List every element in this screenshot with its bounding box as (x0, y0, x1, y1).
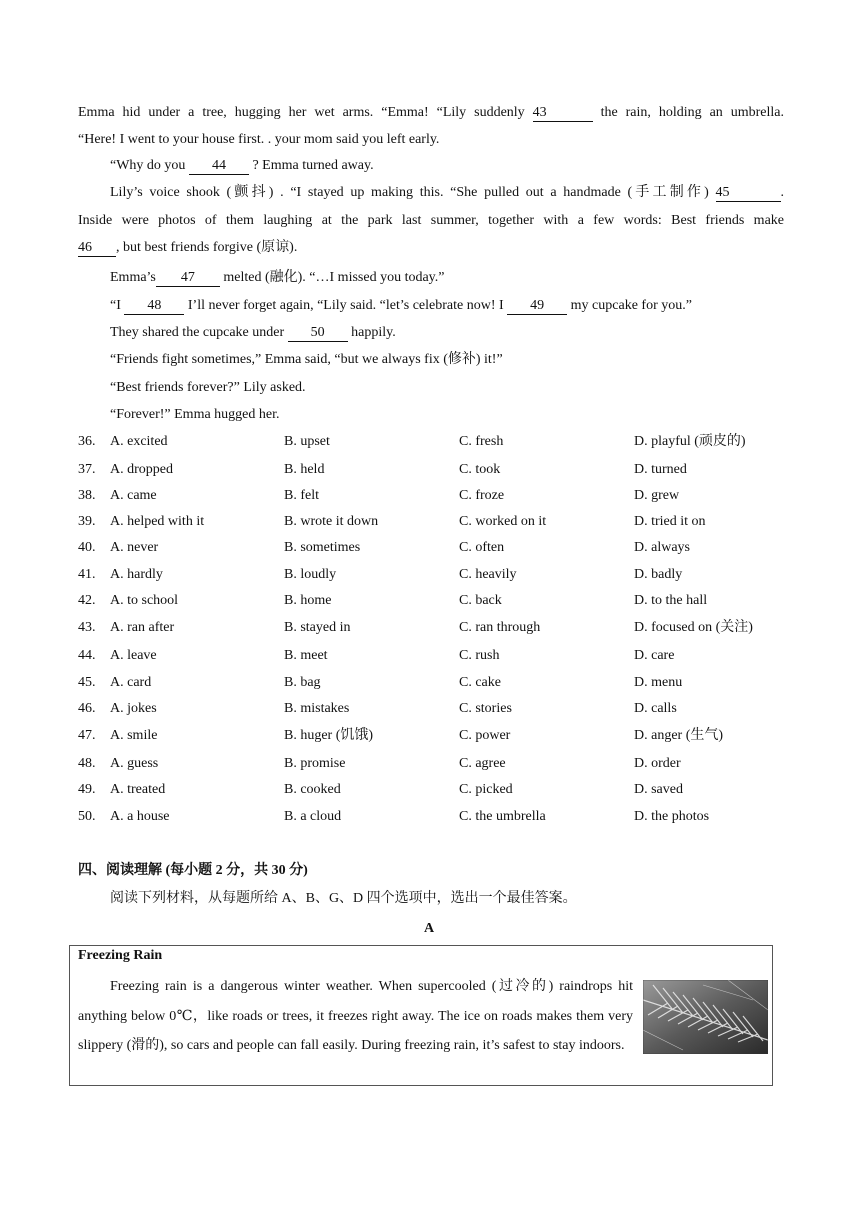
option-b: B. promise (284, 756, 346, 771)
option-c: C. heavily (459, 567, 517, 582)
option-row (78, 512, 798, 532)
section-heading: 四、阅读理解 (每小题 2 分，共 30 分) (78, 863, 308, 878)
option-a: A. jokes (110, 701, 157, 716)
question-number: 48. (78, 756, 96, 771)
option-row (78, 486, 798, 506)
passage-line-2: “Here! I went to your house first. . your mom said you left early. (78, 132, 440, 147)
question-number: 36. (78, 434, 96, 449)
question-number: 49. (78, 782, 96, 797)
option-b: B. a cloud (284, 809, 342, 824)
option-a: A. ran after (110, 620, 175, 635)
passage-line-5: Inside were photos of them laughing at the park last summer, together with a few words: Best friends make (78, 213, 784, 228)
blank-45: 45 (716, 185, 781, 202)
option-row (78, 646, 798, 666)
question-number: 42. (78, 593, 96, 608)
option-c: C. picked (459, 782, 513, 797)
option-row (78, 699, 798, 719)
option-a: A. came (110, 488, 157, 503)
option-d: D. to the hall (634, 593, 708, 608)
option-a: A. to school (110, 593, 179, 608)
option-b: B. meet (284, 648, 328, 663)
option-row (78, 591, 798, 611)
option-b: B. wrote it down (284, 514, 379, 529)
option-b: B. cooked (284, 782, 341, 797)
option-d: D. playful (顽皮的) (634, 434, 746, 449)
option-a: A. leave (110, 648, 157, 663)
blank-46: 46 (78, 240, 116, 257)
blank-49: 49 (507, 298, 567, 315)
option-a: A. card (110, 675, 152, 690)
option-c: C. power (459, 728, 511, 743)
option-d: D. always (634, 540, 690, 555)
option-a: A. never (110, 540, 159, 555)
option-c: C. worked on it (459, 514, 547, 529)
option-row (78, 754, 798, 774)
option-row (78, 618, 798, 638)
option-b: B. held (284, 462, 325, 477)
option-b: B. huger (饥饿) (284, 728, 374, 743)
passage-line-11: “Best friends forever?” Lily asked. (110, 380, 306, 395)
option-c: C. the umbrella (459, 809, 546, 824)
option-row (78, 780, 798, 800)
question-number: 41. (78, 567, 96, 582)
option-c: C. agree (459, 756, 506, 771)
option-b: B. felt (284, 488, 319, 503)
option-d: D. tried it on (634, 514, 706, 529)
passage-line-10: “Friends fight sometimes,” Emma said, “but we always fix (修补) it!” (110, 352, 503, 367)
option-row (78, 538, 798, 558)
box-title: Freezing Rain (78, 948, 163, 963)
option-row (78, 673, 798, 693)
option-d: D. badly (634, 567, 683, 582)
blank-50: 50 (288, 325, 348, 342)
option-c: C. froze (459, 488, 505, 503)
reading-box-a (69, 945, 773, 1086)
option-d: D. focused on (关注) (634, 620, 753, 635)
option-b: B. mistakes (284, 701, 350, 716)
question-number: 46. (78, 701, 96, 716)
option-row (78, 432, 798, 452)
option-d: D. the photos (634, 809, 710, 824)
option-a: A. guess (110, 756, 159, 771)
passage-line-6: 46 , but best friends forgive (原谅). (78, 240, 298, 255)
option-a: A. hardly (110, 567, 163, 582)
option-d: D. turned (634, 462, 687, 477)
option-c: C. back (459, 593, 502, 608)
option-a: A. excited (110, 434, 168, 449)
option-b: B. upset (284, 434, 330, 449)
option-a: A. treated (110, 782, 166, 797)
passage-line-8: “I 48 I’ll never forget again, “Lily said. “let’s celebrate now! I 49 my cupcake for you.” (110, 298, 692, 313)
option-c: C. took (459, 462, 501, 477)
question-number: 37. (78, 462, 96, 477)
option-b: B. bag (284, 675, 321, 690)
option-row (78, 460, 798, 480)
passage-line-7: Emma’s 47 melted (融化). “…I missed you today.” (110, 270, 445, 285)
option-b: B. loudly (284, 567, 337, 582)
option-row (78, 807, 798, 827)
option-a: A. a house (110, 809, 170, 824)
option-a: A. dropped (110, 462, 173, 477)
blank-48: 48 (124, 298, 184, 315)
option-c: C. cake (459, 675, 501, 690)
option-d: D. order (634, 756, 681, 771)
passage-line-12: “Forever!” Emma hugged her. (110, 407, 280, 422)
question-number: 39. (78, 514, 96, 529)
option-b: B. home (284, 593, 332, 608)
option-b: B. stayed in (284, 620, 351, 635)
option-b: B. sometimes (284, 540, 361, 555)
passage-line-4: Lily’s voice shook (颤抖) . “I stayed up making this. “She pulled out a handmade (手工制作) 45 . (110, 185, 784, 200)
option-c: C. fresh (459, 434, 504, 449)
frozen-branch-photo (643, 980, 768, 1054)
question-number: 44. (78, 648, 96, 663)
option-row (78, 726, 798, 746)
option-c: C. stories (459, 701, 512, 716)
option-row (78, 565, 798, 585)
question-number: 45. (78, 675, 96, 690)
option-d: D. anger (生气) (634, 728, 724, 743)
option-c: C. rush (459, 648, 500, 663)
section-instruction: 阅读下列材料，从每题所给 A、B、G、D 四个选项中，选出一个最佳答案。 (110, 891, 577, 906)
passage-line-1: Emma hid under a tree, hugging her wet arms. “Emma! “Lily suddenly 43 the rain, holding an umbrella. (78, 105, 785, 120)
passage-line-9: They shared the cupcake under 50 happily. (110, 325, 396, 340)
option-d: D. care (634, 648, 675, 663)
blank-47: 47 (156, 270, 220, 287)
question-number: 40. (78, 540, 96, 555)
option-d: D. menu (634, 675, 683, 690)
option-d: D. grew (634, 488, 680, 503)
option-c: C. ran through (459, 620, 541, 635)
option-d: D. calls (634, 701, 677, 716)
passage-line-3: “Why do you 44 ? Emma turned away. (110, 158, 374, 173)
question-number: 47. (78, 728, 96, 743)
question-number: 38. (78, 488, 96, 503)
part-label: A (424, 921, 435, 936)
blank-44: 44 (189, 158, 249, 175)
option-c: C. often (459, 540, 505, 555)
option-a: A. helped with it (110, 514, 205, 529)
option-a: A. smile (110, 728, 158, 743)
option-d: D. saved (634, 782, 683, 797)
box-paragraph: Freezing rain is a dangerous winter weather. When supercooled (过冷的) raindrops hit anything below 0℃，like roads or trees, it freezes right away. The ice on roads makes them very slippery (滑的), so cars and people can fall easily. During freezing rain, it’s safest to stay indoors. (78, 979, 633, 1053)
blank-43: 43 (533, 105, 593, 122)
question-number: 43. (78, 620, 96, 635)
question-number: 50. (78, 809, 96, 824)
